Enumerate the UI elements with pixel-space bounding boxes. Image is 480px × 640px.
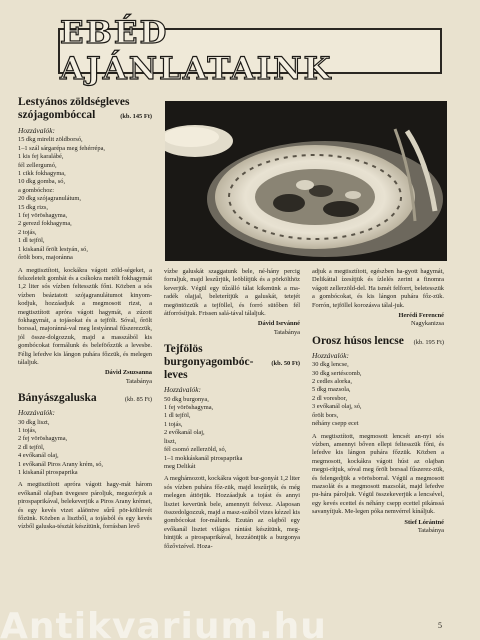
ingredient-item: 10 dkg gomba, só,	[18, 178, 66, 186]
ingredients-label: Hozzávalók:	[164, 385, 201, 395]
ingredient-item: 1 tojás,	[164, 420, 183, 428]
ingredient-item: néhány csepp ecet	[312, 420, 359, 428]
recipe-method: A megtisztított apróra vágott hagy-mát három evőkanál olajban üvegesre pároljuk, megszórjuk a pirospaprikával, belekeverjük a Piros Arany krémet, és egy kevés vizet aláöntve sűrű pör-költlevét főzünk. Közben a lisztből, a tojásból és egy kevés vízből galuska-tésztát készítünk, forrásban levő	[18, 481, 152, 531]
recipe-tejfolos	[164, 343, 300, 551]
recipe-place: Tatabánya	[125, 377, 152, 385]
ingredient-item: 1 evőkanál Piros Arany krém, só,	[18, 460, 104, 468]
ingredient-item: meg Delikát	[164, 462, 196, 470]
ingredient-item: 2 dl voresbor,	[312, 394, 348, 402]
ingredient-item: 2 evőkanál olaj,	[164, 429, 205, 437]
section-title: EBÉD AJÁNLATAINK	[60, 15, 333, 87]
ingredient-item: 1 kiskanál pirospaprika	[18, 469, 78, 477]
food-photo-image	[165, 101, 447, 261]
ingredient-item: 1 cikk fokhagyma,	[18, 170, 66, 178]
recipe-author: Dávid Isrvánné	[257, 320, 300, 328]
recipe-place: Tatabánya	[273, 328, 300, 336]
recipe-title: Orosz húsos lencse	[312, 334, 404, 347]
ingredient-item: őrölt bors, majoránna	[18, 254, 73, 262]
ingredient-item: 15 dkg mirelit zöldborsó,	[18, 136, 83, 144]
ingredient-item: 2 fej vöröshagyma,	[18, 435, 68, 443]
recipe-method-continued: vízbe galuskát szaggatunk bele, né-hány percig forraljuk, majd leszűrjük, leöblítjük és a pörkölthöz keverjük. Végül egy tűzálló tálat kikenünk a ma-radék olajjal, beleterítjük a galuskát, tetejét megöntözzük a tejföllel, és forró sütőben fél átforrósítjuk. Frissen salá-tával tálaljuk.	[164, 268, 300, 318]
ingredient-item: 1 fej vöröshagyma,	[18, 212, 68, 220]
ingredient-list	[18, 419, 152, 478]
page-number: 5	[438, 621, 442, 630]
ingredient-list	[164, 396, 300, 472]
ingredient-list	[312, 361, 444, 428]
column-left	[18, 96, 152, 534]
ingredient-item: 20 dkg szójagranulátum,	[18, 195, 82, 203]
ingredient-list	[18, 136, 152, 262]
recipe-orosz-lencse	[312, 335, 444, 536]
ingredient-item: 1–1 szál sárgarépa meg fehérrépa,	[18, 144, 105, 152]
ingredient-item: 30 dkg lencse,	[312, 361, 349, 369]
ingredient-item: 1 tojás,	[18, 427, 37, 434]
ingredient-item: liszt,	[164, 437, 177, 445]
ingredient-item: 4 evőkanál olaj,	[18, 452, 59, 460]
ingredients-label: Hozzávalók:	[18, 408, 55, 418]
ingredient-item: 1 kiskanál őrölt lestyán, só,	[18, 245, 88, 253]
recipe-author: Stief Lórántné	[404, 518, 444, 526]
ingredients-label: Hozzávalók:	[18, 126, 55, 135]
recipe-title: Bányászgaluska	[18, 392, 97, 405]
recipe-price: (kb. 145 Ft)	[120, 113, 152, 120]
ingredient-item: 30 dkg liszt,	[18, 418, 50, 426]
recipe-method: A megtisztított, kockákra vágott zöld-ségeket, a felszeletelt gombát és a csíkokra metélt fokhagymát 1,2 liter sós vízben feltesszük főni. Közben a sós vízben beáztatott szójagranulátumot kinyom-kodjuk, hozzáadjuk a megmosott rizst, a megtisztított apróra vágott hagymát, a zúzott fokhagymát, a tojásokat és a tejfölt. Sóval, őrölt borssal, majoránná-val meg lestyánnal fűszerezzük, jól össze-dolgozzuk, majd a masszából kis gombócokat formálunk és beleföőzzük a levesbe. Félig lefedve kis lángon puhára főzzük, és melegen tálaljuk.	[18, 266, 152, 366]
column-middle	[164, 268, 300, 553]
recipe-banyaszgaluska	[18, 392, 152, 532]
ingredient-item: fél csomó zellerzöld, só,	[164, 446, 227, 454]
ingredient-item: őrölt bors,	[312, 411, 339, 419]
section-banner	[58, 15, 442, 87]
ingredient-item: fél zellergumó,	[18, 161, 57, 169]
recipe-lestyanos	[18, 96, 152, 386]
ingredient-item: a gombóchoz:	[18, 186, 55, 194]
ingredient-item: 1 dl tejföl,	[18, 237, 45, 245]
ingredient-item: 15 dkg rizs,	[18, 203, 48, 211]
ingredients-label: Hozzávalók:	[312, 350, 349, 360]
ingredient-item: 2 cedles alorka,	[312, 378, 352, 386]
recipe-price: (kb. 50 Ft)	[271, 360, 300, 368]
ingredient-item: 1 kis fej karalábé,	[18, 153, 64, 161]
recipe-method: A meghámozott, kockákra vágott bur-gonyát 1,2 liter sós vízben puhára főz-zük, majd leszűrjük, és még melegen áttörjük. Hozzáadjuk a tojást és annyi lisztet keverünk bele, amennyit felvesz. Alaposan összedolgozzuk, majd a masz-szából vizes kézzel kis gombócokat for-málunk. Ezután az olajból egy evőkanál lisztet világos rántást készítünk, meg-hintjük a pirospaprikával, hozzáöntjük a burgonya főzővizével. Hoza-	[164, 475, 300, 550]
watermark: Antikvarium.hu	[0, 606, 327, 640]
ingredient-item: 2 tojás,	[18, 228, 37, 236]
ingredient-item: 2 dl tejföl,	[18, 443, 45, 451]
ingredient-item: 1 fej vöröshagyma,	[164, 404, 214, 412]
ingredient-item: 1–1 mokkáskanál pirospaprika	[164, 454, 243, 462]
recipe-title: Tejfölös burgonyagombóc-leves (kb. 50 Ft)	[164, 343, 300, 382]
ingredient-item: 2 gerezd fokhagyma,	[18, 220, 72, 228]
recipe-place: Nagykanizsa	[410, 320, 444, 328]
ingredient-item: 1 dl tejföl,	[164, 412, 191, 420]
ingredient-item: 3 evőkanál olaj, só,	[312, 403, 362, 411]
food-photo	[165, 101, 447, 261]
recipe-method-continued: adjuk a megtisztított, egészben ha-gyott hagymát, Delikáttal ízesítjük és ízlelés zerint a finomra vágott zellerzöld-del. Ha ismét felforrt, beletesszük a gombócokat, és kis lángon puhára főz-zük. Forrón, tejföllel korozásva tálal-juk.	[312, 268, 444, 309]
recipe-place: Tatabánya	[417, 526, 444, 534]
recipe-author: Dávid Zsuzsanna	[104, 369, 152, 377]
ingredient-item: 30 dkg sertéscomb,	[312, 369, 362, 377]
recipe-price: (kb. 85 Ft)	[124, 396, 152, 404]
ingredient-item: 50 dkg burgonya,	[164, 395, 209, 403]
column-right	[312, 268, 444, 535]
recipe-title: Lestyános zöldségleves szójagombóccal (kb. 145 Ft)	[18, 96, 152, 121]
recipe-method: A megtisztított, megmosott lencsét an-nyi sós vízben, amennyi bőven ellepi feltesszük főni, és lefedve kis lángon puhára főzzük. Közben a megmosott, kockákra vágott húst az olajban megpi-rítjuk, sóval meg őrölt borssal fűszerez-zük, és felengedjük a vörösborral. Végül a megmosott mazsolát és a megmosott mazsolát, majd lefedve pu-hára pároljuk. Végül összekeverjük a lencsével, egy kevés ecettel és néhány csepp ecettel pikánssá savanyítjuk. Me-legen póka nemvérrel kínáljuk.	[312, 432, 444, 516]
recipe-price: (kb. 195 Ft)	[413, 338, 444, 346]
recipe-author: Herédi Ferencné	[398, 312, 444, 320]
ingredient-item: 5 dkg mazsola,	[312, 386, 351, 394]
